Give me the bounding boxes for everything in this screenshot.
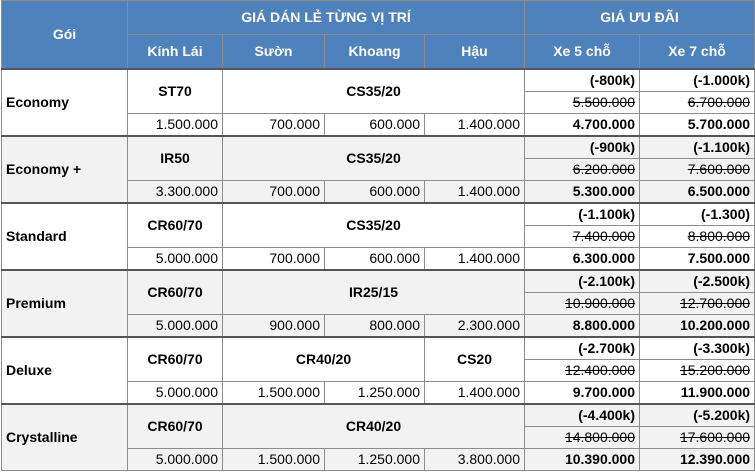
final-price-7-seat: 10.200.000	[640, 315, 755, 338]
header-col-rear: Hậu	[425, 35, 525, 70]
film-code: CR40/20	[223, 337, 425, 382]
header-package: Gói	[2, 1, 128, 70]
price-cabin: 600.000	[325, 181, 425, 204]
price-side: 700.000	[223, 248, 325, 271]
final-price-5-seat: 5.300.000	[525, 181, 640, 204]
package-name: Standard	[2, 203, 128, 270]
price-cabin: 1.250.000	[325, 382, 425, 405]
original-price-5-seat: 6.200.000	[525, 159, 640, 181]
price-cabin: 600.000	[325, 114, 425, 137]
price-windshield: 3.300.000	[128, 181, 223, 204]
discount-7-seat: (-1.000k)	[640, 69, 755, 92]
header-col-side: Sườn	[223, 35, 325, 70]
original-price-5-seat: 5.500.000	[525, 92, 640, 114]
price-side: 700.000	[223, 181, 325, 204]
price-windshield: 5.000.000	[128, 248, 223, 271]
price-windshield: 5.000.000	[128, 315, 223, 338]
package-name: Deluxe	[2, 337, 128, 404]
price-side: 1.500.000	[223, 449, 325, 471]
price-windshield: 5.000.000	[128, 382, 223, 405]
package-name: Premium	[2, 270, 128, 337]
price-cabin: 1.250.000	[325, 449, 425, 471]
discount-5-seat: (-1.100k)	[525, 203, 640, 226]
original-price-7-seat: 17.600.000	[640, 427, 755, 449]
final-price-5-seat: 9.700.000	[525, 382, 640, 405]
film-code: CS20	[425, 337, 525, 382]
final-price-7-seat: 7.500.000	[640, 248, 755, 271]
final-price-7-seat: 12.390.000	[640, 449, 755, 471]
discount-5-seat: (-800k)	[525, 69, 640, 92]
price-side: 900.000	[223, 315, 325, 338]
price-table	[1, 0, 755, 471]
price-side: 700.000	[223, 114, 325, 137]
header-col-7-seat: Xe 7 chỗ	[640, 35, 755, 70]
final-price-7-seat: 6.500.000	[640, 181, 755, 204]
original-price-7-seat: 6.700.000	[640, 92, 755, 114]
discount-5-seat: (-900k)	[525, 136, 640, 159]
original-price-7-seat: 7.600.000	[640, 159, 755, 181]
film-code: CR60/70	[128, 203, 223, 248]
final-price-7-seat: 11.900.000	[640, 382, 755, 405]
original-price-5-seat: 14.800.000	[525, 427, 640, 449]
price-rear: 2.300.000	[425, 315, 525, 338]
header-col-windshield: Kính Lái	[128, 35, 223, 70]
original-price-5-seat: 7.400.000	[525, 226, 640, 248]
price-windshield: 5.000.000	[128, 449, 223, 471]
discount-7-seat: (-2.500k)	[640, 270, 755, 293]
film-code: CR60/70	[128, 337, 223, 382]
discount-5-seat: (-2.100k)	[525, 270, 640, 293]
package-name: Economy	[2, 69, 128, 136]
discount-7-seat: (-1.100k)	[640, 136, 755, 159]
film-code: ST70	[128, 69, 223, 114]
film-code: IR25/15	[223, 270, 525, 315]
header-col-cabin: Khoang	[325, 35, 425, 70]
price-rear: 1.400.000	[425, 248, 525, 271]
final-price-5-seat: 6.300.000	[525, 248, 640, 271]
price-rear: 1.400.000	[425, 181, 525, 204]
film-code: CS35/20	[223, 69, 525, 114]
film-code: CR40/20	[223, 404, 525, 449]
price-windshield: 1.500.000	[128, 114, 223, 137]
final-price-5-seat: 10.390.000	[525, 449, 640, 471]
header-col-5-seat: Xe 5 chỗ	[525, 35, 640, 70]
discount-7-seat: (-5.200k)	[640, 404, 755, 427]
price-rear: 1.400.000	[425, 382, 525, 405]
price-cabin: 800.000	[325, 315, 425, 338]
film-code: CR60/70	[128, 404, 223, 449]
discount-5-seat: (-4.400k)	[525, 404, 640, 427]
final-price-5-seat: 8.800.000	[525, 315, 640, 338]
discount-7-seat: (-1.300)	[640, 203, 755, 226]
final-price-7-seat: 5.700.000	[640, 114, 755, 137]
original-price-7-seat: 12.700.000	[640, 293, 755, 315]
original-price-7-seat: 15.200.000	[640, 360, 755, 382]
discount-5-seat: (-2.700k)	[525, 337, 640, 360]
price-rear: 3.800.000	[425, 449, 525, 471]
original-price-5-seat: 12.400.000	[525, 360, 640, 382]
film-code: CS35/20	[223, 203, 525, 248]
header-retail-group: GIÁ DÁN LẺ TỪNG VỊ TRÍ	[128, 1, 525, 35]
header-promo-group: GIÁ ƯU ĐÃI	[525, 1, 755, 35]
discount-7-seat: (-3.300k)	[640, 337, 755, 360]
package-name: Crystalline	[2, 404, 128, 471]
price-rear: 1.400.000	[425, 114, 525, 137]
original-price-5-seat: 10.900.000	[525, 293, 640, 315]
film-code: CS35/20	[223, 136, 525, 181]
price-side: 1.500.000	[223, 382, 325, 405]
final-price-5-seat: 4.700.000	[525, 114, 640, 137]
film-code: IR50	[128, 136, 223, 181]
price-cabin: 600.000	[325, 248, 425, 271]
film-code: CR60/70	[128, 270, 223, 315]
package-name: Economy +	[2, 136, 128, 203]
original-price-7-seat: 8.800.000	[640, 226, 755, 248]
